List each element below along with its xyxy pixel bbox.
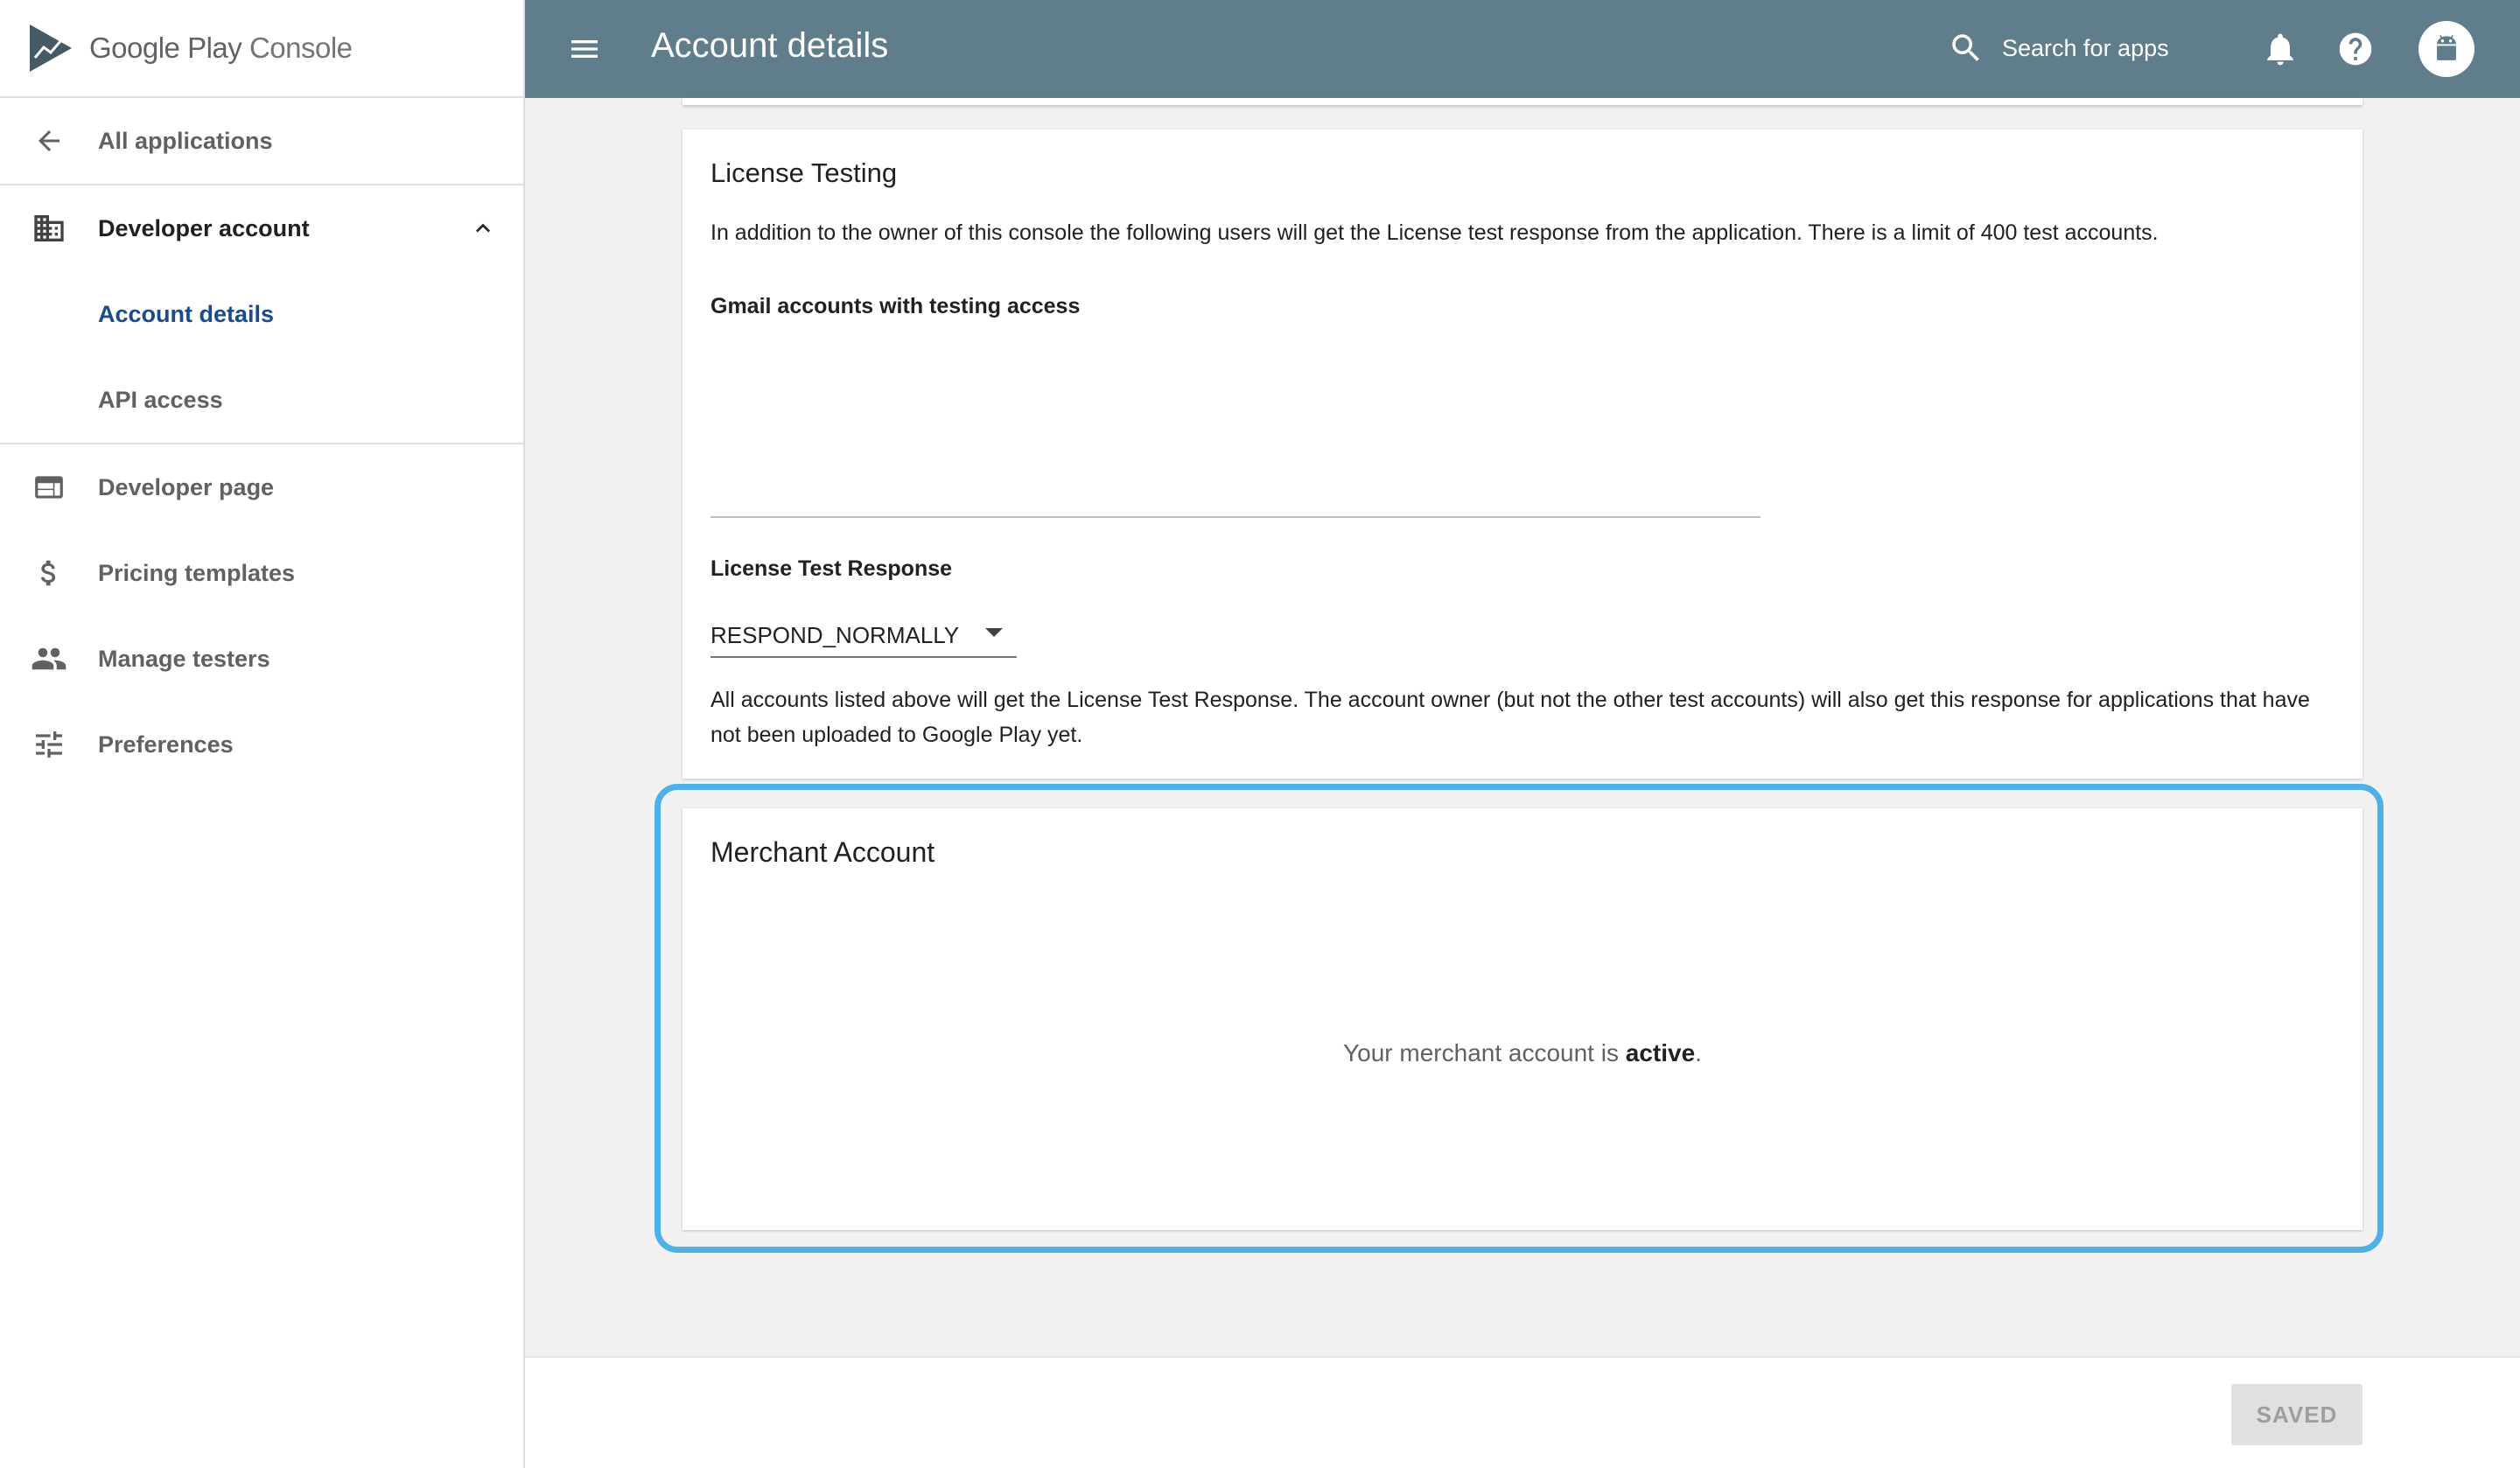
license-response-label: License Test Response [710, 556, 953, 581]
android-avatar-icon [2427, 30, 2466, 68]
nav-label: API access [98, 386, 223, 413]
nav-label: Manage testers [98, 645, 270, 672]
web-icon [30, 468, 68, 507]
page-title: Account details [651, 26, 889, 65]
merchant-account-card [682, 808, 2362, 1230]
footer-bar [525, 1356, 2520, 1468]
business-icon [30, 209, 68, 248]
nav-api-access[interactable] [0, 357, 523, 443]
logo-text: Google Play Console [89, 31, 353, 64]
nav-label: Preferences [98, 731, 234, 758]
license-testing-description: In addition to the owner of this console the following users will get the License test response from the application. There is a limit of 400 test accounts. [710, 220, 2159, 245]
saved-button[interactable]: SAVED [2231, 1384, 2362, 1445]
logo[interactable] [0, 0, 523, 98]
nav-label: All applications [98, 127, 273, 154]
gmail-accounts-label: Gmail accounts with testing access [710, 294, 1081, 318]
nav-manage-testers[interactable] [0, 616, 523, 702]
search-box[interactable] [1948, 30, 2169, 66]
nav-all-applications[interactable] [0, 98, 523, 184]
nav-developer-page[interactable] [0, 444, 523, 530]
nav-developer-account[interactable] [0, 185, 523, 271]
sidebar [0, 0, 525, 1468]
chevron-up-icon[interactable] [466, 211, 500, 246]
license-response-select[interactable] [710, 614, 1017, 658]
license-response-value: RESPOND_NORMALLY [710, 621, 960, 648]
merchant-status: active [1625, 1039, 1696, 1066]
nav-label: Pricing templates [98, 559, 296, 586]
notifications-icon[interactable] [2261, 30, 2300, 68]
merchant-account-title: Merchant Account [710, 836, 935, 868]
nav-label: Account details [98, 300, 275, 327]
license-response-note: All accounts listed above will get the License Test Response. The account owner (but not the other test accounts) will also get this response for applications that have not been uploaded to Google Play yet. [710, 688, 2310, 747]
top-app-bar [525, 0, 2520, 98]
tune-icon [30, 725, 68, 764]
help-icon[interactable] [2336, 30, 2375, 68]
nav-account-details[interactable] [0, 271, 523, 357]
nav-pricing-templates[interactable] [0, 530, 523, 616]
license-testing-card [682, 129, 2362, 779]
nav-label: Developer page [98, 473, 275, 500]
search-placeholder: Search for apps [2002, 34, 2169, 61]
search-icon [1948, 30, 1984, 66]
menu-icon[interactable] [567, 31, 602, 66]
gmail-accounts-textarea[interactable] [710, 332, 1760, 518]
avatar[interactable] [2418, 21, 2474, 77]
play-console-logo-icon [26, 23, 75, 73]
dollar-icon [30, 554, 68, 592]
merchant-status-message: Your merchant account is active. [1343, 1039, 1702, 1066]
nav-label: Developer account [98, 214, 310, 241]
people-icon [30, 640, 68, 678]
previous-card-edge [682, 98, 2362, 105]
nav-preferences[interactable] [0, 702, 523, 787]
arrow-back-icon [30, 122, 68, 160]
license-testing-title: License Testing [710, 157, 898, 188]
dropdown-arrow-icon [985, 628, 1003, 637]
